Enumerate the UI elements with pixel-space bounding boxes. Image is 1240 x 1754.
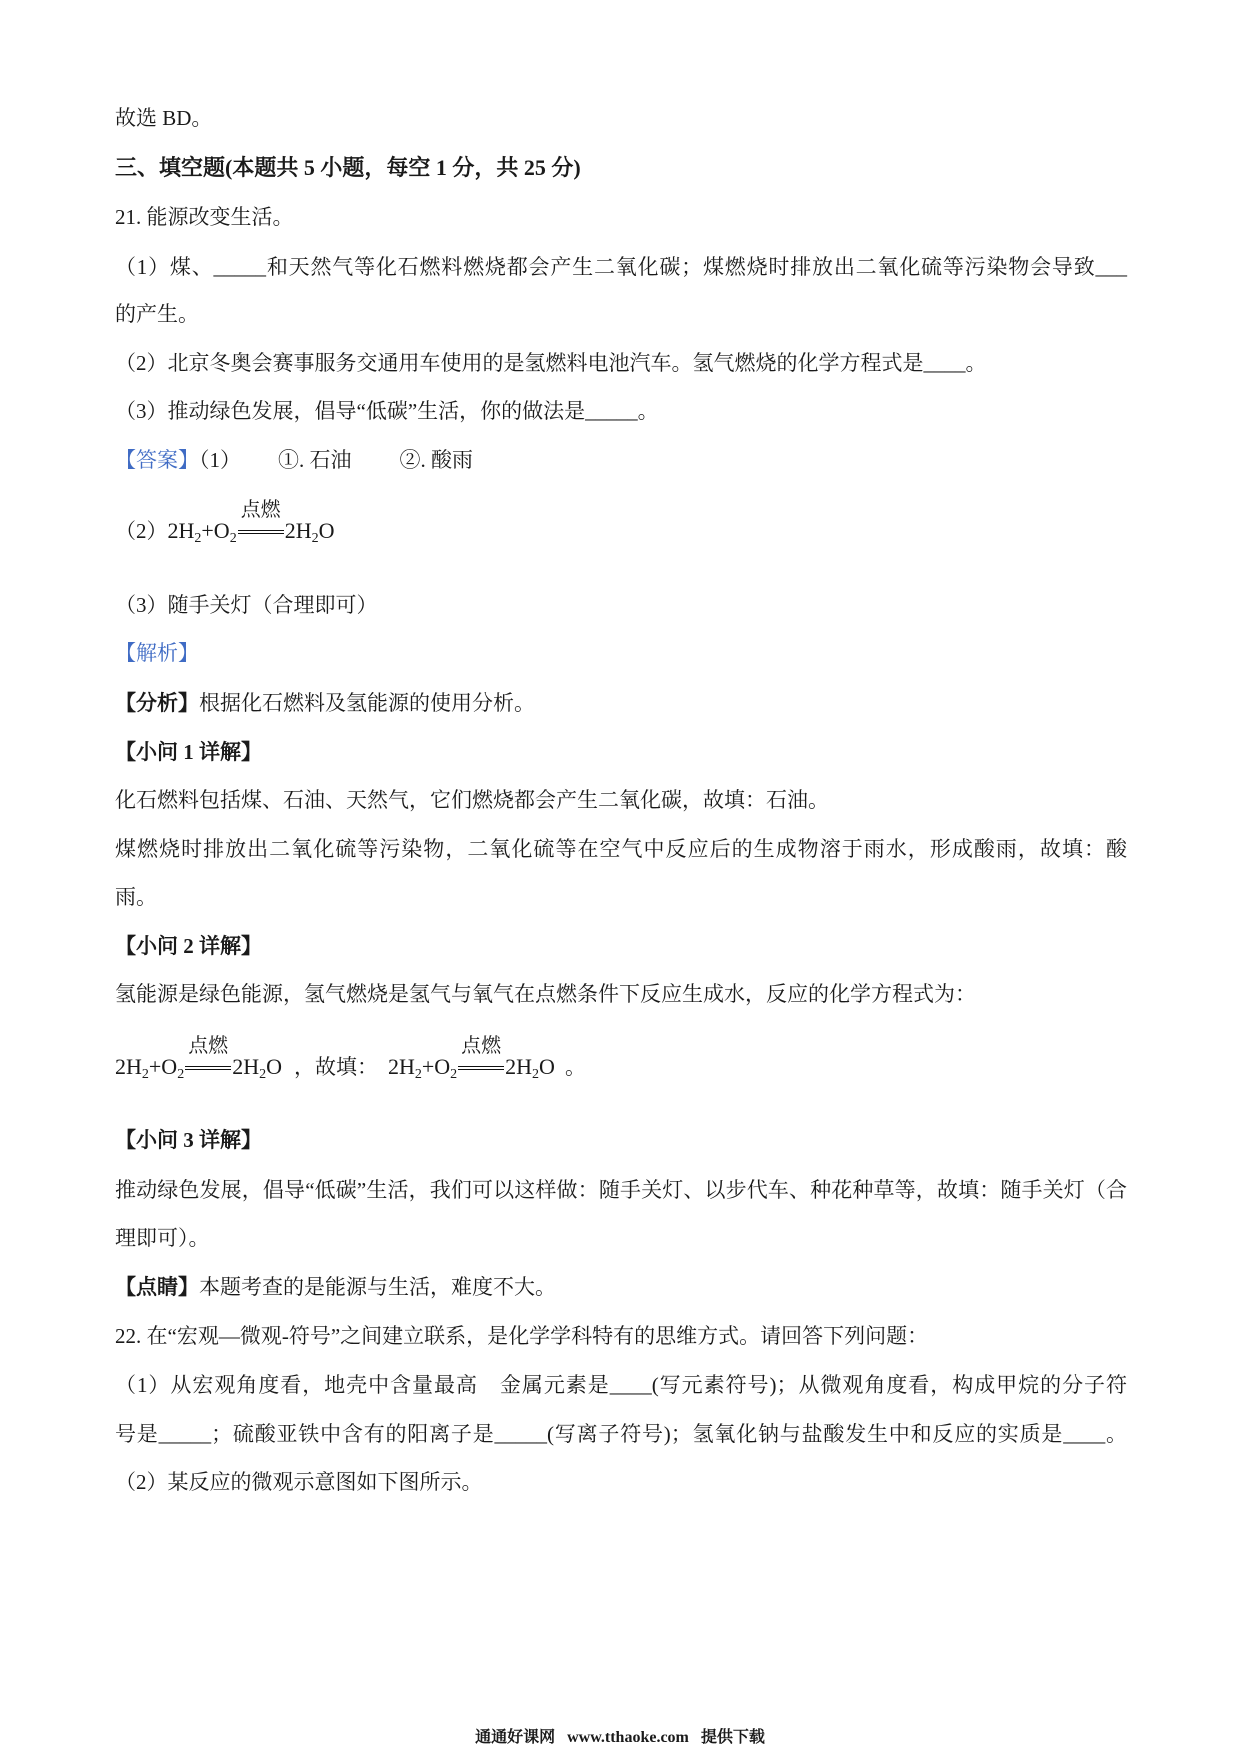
equation-subscript: 2 bbox=[414, 1067, 422, 1082]
footer-url: www.tthaoke.com bbox=[567, 1729, 689, 1746]
equation-product: 2H bbox=[505, 1054, 533, 1079]
equation-product: 2H bbox=[284, 518, 312, 543]
equation-reactant-1: 2H bbox=[167, 518, 195, 543]
sub2-title: 【小问 2 详解】 bbox=[115, 934, 262, 958]
answer-line-1 bbox=[115, 445, 1127, 475]
equation-subscript: 2 bbox=[229, 531, 237, 546]
comment-tag: 【点睛】 bbox=[115, 1275, 199, 1299]
page-footer bbox=[0, 1728, 1240, 1748]
equation-reactant-2: +O bbox=[148, 1054, 178, 1079]
equation-subscript: 2 bbox=[177, 1067, 185, 1082]
equation-reactant-1: 2H bbox=[115, 1054, 142, 1079]
answer-blank-1: ①. 石油 bbox=[278, 448, 352, 472]
equation-subscript: 2 bbox=[194, 531, 202, 546]
q21-part2: （2）北京冬奥会赛事服务交通用车使用的是氢燃料电池汽车。氢气燃烧的化学方程式是____。 bbox=[115, 351, 987, 375]
comment-line bbox=[115, 1272, 1127, 1302]
answer-blank-2: ②. 酸雨 bbox=[399, 448, 473, 472]
equation-subscript: 2 bbox=[141, 1067, 149, 1082]
double-line-sign bbox=[458, 1066, 504, 1070]
analysis-overview bbox=[115, 688, 1127, 718]
sub1-line-3: 雨。 bbox=[115, 885, 157, 909]
equation-reactant-1: 2H bbox=[387, 1054, 415, 1079]
overview-tag: 【分析】 bbox=[115, 691, 199, 715]
sub3-title: 【小问 3 详解】 bbox=[115, 1128, 262, 1152]
equation-subscript: 2 bbox=[450, 1067, 458, 1082]
sub2-line-1: 氢能源是绿色能源，氢气燃烧是氢气与氧气在点燃条件下反应生成水，反应的化学方程式为： bbox=[115, 982, 976, 1006]
sub1-title: 【小问 1 详解】 bbox=[115, 740, 262, 764]
answer-line-3: （3）随手关灯（合理即可） bbox=[115, 593, 378, 617]
equation-reactant-2: +O bbox=[421, 1054, 451, 1079]
analysis-tag: 【解析】 bbox=[115, 641, 199, 665]
q21-part1-line2: 的产生。 bbox=[115, 302, 199, 326]
answer-tag: 【答案】 bbox=[115, 448, 199, 472]
answer-equation bbox=[167, 499, 335, 546]
equation-product-tail: O bbox=[266, 1054, 282, 1079]
sub2-fill-text: ，故填： bbox=[293, 1055, 378, 1079]
double-line-sign bbox=[185, 1066, 231, 1070]
q21-part3: （3）推动绿色发展，倡导“低碳”生活，你的做法是_____。 bbox=[115, 399, 659, 423]
reaction-condition bbox=[185, 1035, 231, 1082]
equation-product-tail: O bbox=[539, 1054, 555, 1079]
answer-part1-label: （1） bbox=[199, 448, 241, 472]
reaction-condition-label: 点燃 bbox=[461, 1035, 502, 1057]
q22-stem: 22. 在“宏观—微观-符号”之间建立联系，是化学学科特有的思维方式。请回答下列问题： bbox=[115, 1324, 929, 1348]
reaction-condition-label: 点燃 bbox=[240, 499, 281, 521]
sub1-line-1: 化石燃料包括煤、石油、天然气，它们燃烧都会产生二氧化碳，故填：石油。 bbox=[115, 788, 829, 812]
equation-product: 2H bbox=[232, 1054, 260, 1079]
footer-suffix: 提供下载 bbox=[700, 1729, 765, 1746]
sub2-end-mark: 。 bbox=[564, 1055, 586, 1079]
equation-subscript: 2 bbox=[259, 1067, 267, 1082]
equation-subscript: 2 bbox=[311, 531, 319, 546]
q22-part1-line1: （1）从宏观角度看，地壳中含量最高 金属元素是____(写元素符号)；从微观角度看，构成甲烷的分子符 bbox=[115, 1373, 1127, 1397]
overview-text: 根据化石燃料及氢能源的使用分析。 bbox=[199, 691, 535, 715]
q22-part2: （2）某反应的微观示意图如下图所示。 bbox=[115, 1470, 483, 1494]
sub3-line-1: 推动绿色发展，倡导“低碳”生活，我们可以这样做：随手关灯、以步代车、种花种草等，故填：随手关灯（合 bbox=[115, 1178, 1127, 1202]
answer-line-2 bbox=[115, 499, 1127, 546]
q21-part1-line1: （1）煤、_____和天然气等化石燃料燃烧都会产生二氧化碳；煤燃烧时排放出二氧化硫等污染物会导致___ bbox=[115, 255, 1127, 279]
q22-part1-line2: 号是_____；硫酸亚铁中含有的阳离子是_____(写离子符号)；氢氧化钠与盐酸发生中和反应的实质是____。 bbox=[115, 1422, 1127, 1446]
reaction-condition bbox=[238, 499, 284, 546]
sub1-line-2: 煤燃烧时排放出二氧化硫等污染物，二氧化硫等在空气中反应后的生成物溶于雨水，形成酸雨，故填：酸 bbox=[115, 837, 1127, 861]
double-line-sign bbox=[238, 530, 284, 534]
comment-text: 本题考查的是能源与生活，难度不大。 bbox=[199, 1275, 556, 1299]
sub2-equation-line bbox=[115, 1035, 1127, 1082]
fill-equation bbox=[387, 1035, 555, 1082]
q21-stem: 21. 能源改变生活。 bbox=[115, 205, 294, 229]
footer-site-name: 通通好课网 bbox=[475, 1729, 556, 1746]
answer-part2-label: （2） bbox=[115, 519, 168, 543]
equation-reactant-2: +O bbox=[201, 518, 230, 543]
section-title: 三、填空题(本题共 5 小题，每空 1 分，共 25 分) bbox=[115, 155, 581, 180]
sub3-line-2: 理即可）。 bbox=[115, 1226, 210, 1250]
equation-subscript: 2 bbox=[532, 1067, 540, 1082]
previous-conclusion: 故选 BD。 bbox=[115, 106, 213, 130]
reaction-condition bbox=[458, 1035, 504, 1082]
reaction-condition-label: 点燃 bbox=[188, 1035, 229, 1057]
equation-product-tail: O bbox=[318, 518, 335, 543]
analysis-equation bbox=[115, 1035, 282, 1082]
